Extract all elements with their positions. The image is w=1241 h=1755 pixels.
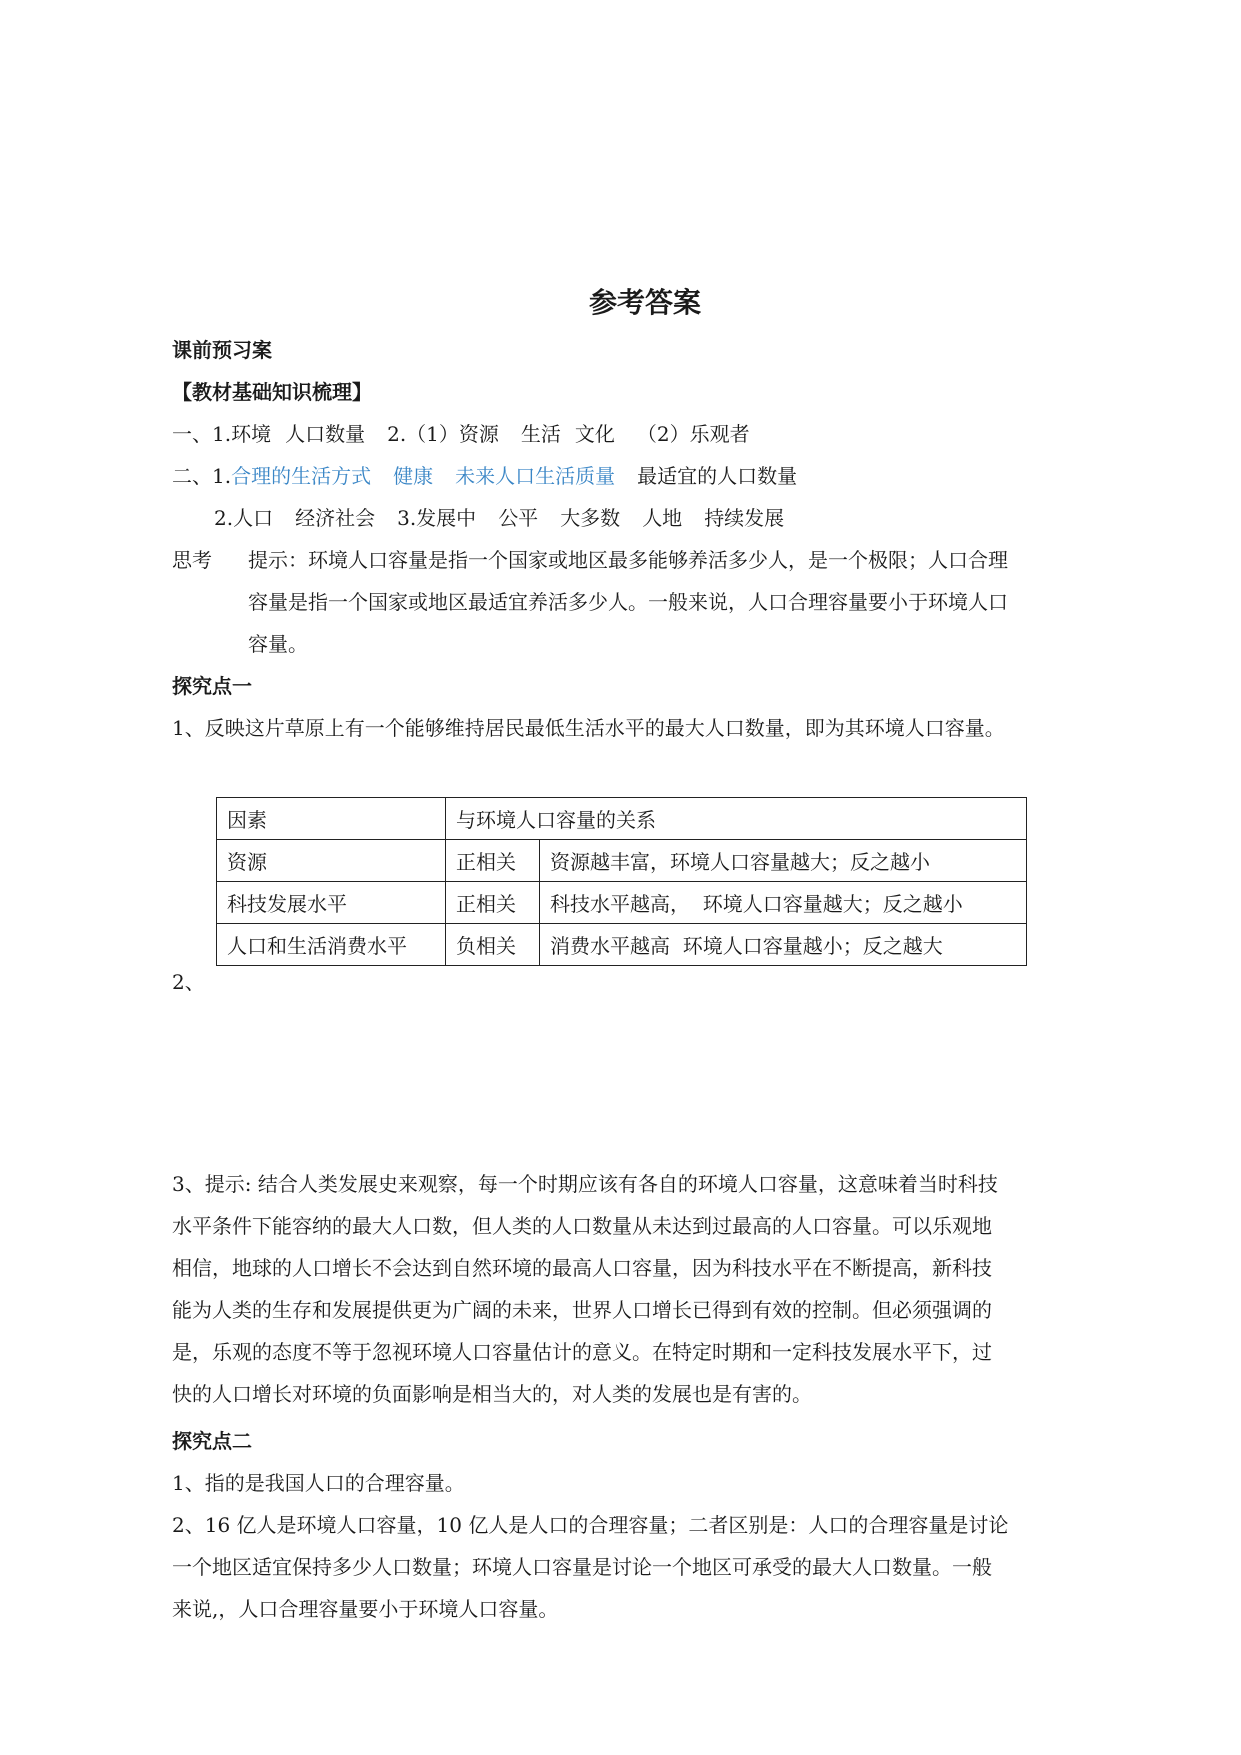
paragraph-line: 来说,，人口合理容量要小于环境人口容量。 <box>172 1597 559 1621</box>
section1-line <box>172 420 750 448</box>
answer-item: （2）乐观者 <box>636 422 750 446</box>
paragraph-line: 相信，地球的人口增长不会达到自然环境的最高人口容量，因为科技水平在不断提高，新科技 <box>172 1256 992 1280</box>
answer-item: 人口数量 <box>285 422 366 446</box>
answer-item: 2.（1）资源 <box>387 422 499 446</box>
section1-prefix: 一、1. <box>172 422 232 446</box>
table-cell-correlation: 正相关 <box>446 882 540 924</box>
table-cell-description: 消费水平越高 环境人口容量越小；反之越大 <box>540 924 1027 966</box>
explore2-heading: 探究点二 <box>172 1429 252 1453</box>
answer-item: 2.人口 <box>214 506 274 530</box>
table-cell-correlation: 负相关 <box>446 924 540 966</box>
explore2-item2 <box>172 1504 1082 1630</box>
answer-item-highlighted: 健康 <box>393 464 434 488</box>
table-cell-description: 科技水平越高， 环境人口容量越大；反之越小 <box>540 882 1027 924</box>
answer-item: 环境 <box>231 422 272 446</box>
paragraph-line: 是，乐观的态度不等于忽视环境人口容量估计的意义。在特定时期和一定科技发展水平下，过 <box>172 1340 992 1364</box>
table-header-row <box>217 798 1027 840</box>
thinking-line: 容量是指一个国家或地区最适宜养活多少人。一般来说，人口合理容量要小于环境人口 <box>248 590 1008 614</box>
answer-item: 最适宜的人口数量 <box>637 464 798 488</box>
explore1-heading: 探究点一 <box>172 674 252 698</box>
answer-item: 公平 <box>498 506 539 530</box>
thinking-line: 提示：环境人口容量是指一个国家或地区最多能够养活多少人，是一个极限；人口合理 <box>248 548 1008 572</box>
section2-line1 <box>172 462 797 490</box>
paragraph-line: 能为人类的生存和发展提供更为广阔的未来，世界人口增长已得到有效的控制。但必须强调的 <box>172 1298 992 1322</box>
explore1-item1: 1、反映这片草原上有一个能够维持居民最低生活水平的最大人口数量，即为其环境人口容量。 <box>172 716 1005 740</box>
table-cell-factor: 资源 <box>217 840 446 882</box>
section2-prefix: 二、1. <box>172 464 232 488</box>
section2-line2 <box>214 504 784 532</box>
answer-item-highlighted: 未来人口生活质量 <box>455 464 616 488</box>
table-header-cell: 与环境人口容量的关系 <box>446 798 1027 840</box>
table-cell-factor: 人口和生活消费水平 <box>217 924 446 966</box>
answer-item: 大多数 <box>560 506 621 530</box>
page-title: 参考答案 <box>588 286 701 319</box>
table-cell-correlation: 正相关 <box>446 840 540 882</box>
table-row <box>217 840 1027 882</box>
answer-item-highlighted: 合理的生活方式 <box>231 464 372 488</box>
paragraph-line: 2、16 亿人是环境人口容量，10 亿人是人口的合理容量；二者区别是：人口的合理容量是讨论 <box>172 1513 1009 1537</box>
paragraph-line: 快的人口增长对环境的负面影响是相当大的，对人类的发展也是有害的。 <box>172 1382 812 1406</box>
table-cell-factor: 科技发展水平 <box>217 882 446 924</box>
table-row <box>217 924 1027 966</box>
explore2-item1: 1、指的是我国人口的合理容量。 <box>172 1471 465 1495</box>
answer-item: 持续发展 <box>704 506 785 530</box>
paragraph-line: 3、提示: 结合人类发展史来观察，每一个时期应该有各自的环境人口容量，这意味着当时科技 <box>172 1172 998 1196</box>
textbook-heading: 【教材基础知识梳理】 <box>172 380 372 404</box>
factor-table <box>216 797 1027 966</box>
answer-item: 经济社会 <box>295 506 376 530</box>
table-cell-description: 资源越丰富，环境人口容量越大；反之越小 <box>540 840 1027 882</box>
answer-item: 3.发展中 <box>397 506 477 530</box>
thinking-label: 思考 <box>172 548 212 572</box>
table-row <box>217 882 1027 924</box>
paragraph-line: 一个地区适宜保持多少人口数量；环境人口容量是讨论一个地区可承受的最大人口数量。一般 <box>172 1555 992 1579</box>
explore1-item3 <box>172 1163 1082 1415</box>
paragraph-line: 水平条件下能容纳的最大人口数，但人类的人口数量从未达到过最高的人口容量。可以乐观地 <box>172 1214 992 1238</box>
thinking-line: 容量。 <box>248 632 308 656</box>
answer-item: 生活 <box>520 422 561 446</box>
preview-heading: 课前预习案 <box>172 338 272 362</box>
answer-item: 文化 <box>574 422 615 446</box>
explore1-item2: 2、 <box>172 970 205 994</box>
table-header-cell: 因素 <box>217 798 446 840</box>
answer-item: 人地 <box>642 506 683 530</box>
